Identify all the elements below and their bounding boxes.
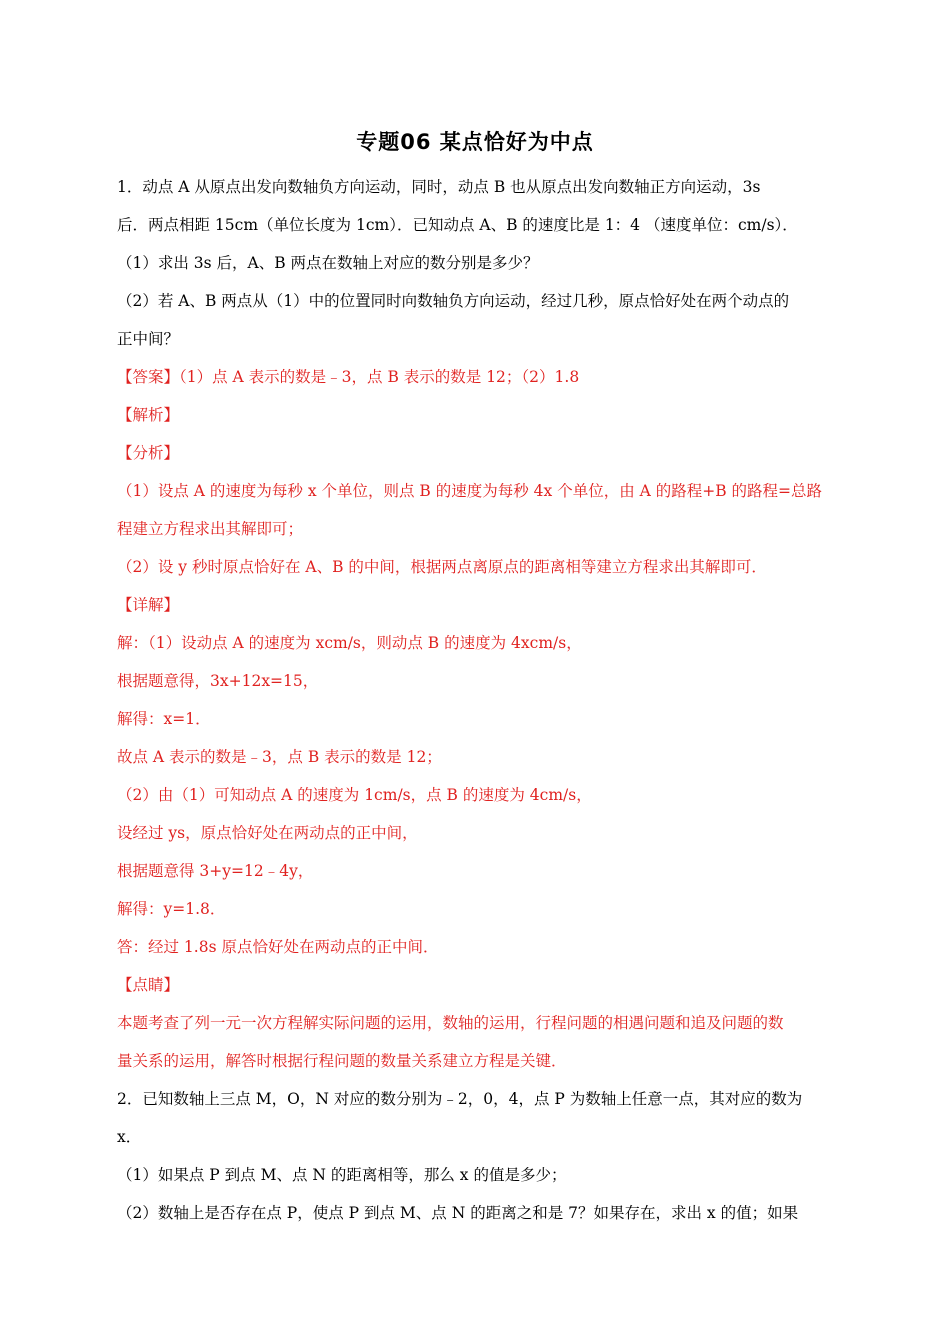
q1-part1: （1）求出 3s 后，A、B 两点在数轴上对应的数分别是多少？ <box>117 254 539 272</box>
q1-stem-line-2: 后．两点相距 15cm（单位长度为 1cm）．已知动点 A、B 的速度比是 1：4 （速度单位：cm/s）． <box>117 216 798 234</box>
detail-line-2: 根据题意得，3x+12x=15， <box>117 672 319 690</box>
detail-heading: 【详解】 <box>117 596 180 614</box>
fenxi-heading: 【分析】 <box>117 444 180 462</box>
comment-line-1: 本题考查了列一元一次方程解实际问题的运用，数轴的运用，行程问题的相遇问题和追及问题的数 <box>117 1014 784 1032</box>
q2-stem-line-2: x． <box>117 1128 142 1146</box>
fenxi-line-1: （1）设点 A 的速度为每秒 x 个单位，则点 B 的速度为每秒 4x 个单位，由 A 的路程+B 的路程=总路 <box>117 482 823 500</box>
comment-line-2: 量关系的运用，解答时根据行程问题的数量关系建立方程是关键． <box>117 1052 567 1070</box>
detail-line-1: 解：（1）设动点 A 的速度为 xcm/s，则动点 B 的速度为 4xcm/s， <box>117 634 582 652</box>
q1-part2-line-1: （2）若 A、B 两点从（1）中的位置同时向数轴负方向运动，经过几秒，原点恰好处在两个动点的 <box>117 292 790 310</box>
analysis-heading: 【解析】 <box>117 406 180 424</box>
q2-stem-line-1: 2．已知数轴上三点 M，O，N 对应的数分别为﹣2，0，4，点 P 为数轴上任意一点，其对应的数为 <box>117 1090 803 1108</box>
q1-stem-line-1: 1．动点 A 从原点出发向数轴负方向运动，同时，动点 B 也从原点出发向数轴正方向运动，3s <box>117 178 761 196</box>
q2-part2: （2）数轴上是否存在点 P，使点 P 到点 M、点 N 的距离之和是 7？如果存在，求出 x 的值；如果 <box>117 1204 799 1222</box>
q2-part1: （1）如果点 P 到点 M、点 N 的距离相等，那么 x 的值是多少； <box>117 1166 567 1184</box>
detail-line-7: 根据题意得 3+y=12﹣4y， <box>117 862 314 880</box>
detail-line-3: 解得：x=1． <box>117 710 211 728</box>
fenxi-line-3: （2）设 y 秒时原点恰好在 A、B 的中间，根据两点离原点的距离相等建立方程求出其解即可． <box>117 558 767 576</box>
page-title: 专题06 某点恰好为中点 <box>356 130 594 154</box>
answer-line: 【答案】（1）点 A 表示的数是﹣3，点 B 表示的数是 12；（2）1.8 <box>117 368 580 386</box>
detail-line-4: 故点 A 表示的数是﹣3，点 B 表示的数是 12； <box>117 748 442 766</box>
detail-line-9: 答：经过 1.8s 原点恰好处在两动点的正中间． <box>117 938 439 956</box>
detail-line-5: （2）由（1）可知动点 A 的速度为 1cm/s，点 B 的速度为 4cm/s， <box>117 786 592 804</box>
detail-line-6: 设经过 ys，原点恰好处在两动点的正中间， <box>117 824 418 842</box>
comment-heading: 【点睛】 <box>117 976 180 994</box>
detail-line-8: 解得：y=1.8． <box>117 900 226 918</box>
q1-part2-line-2: 正中间？ <box>117 330 180 348</box>
fenxi-line-2: 程建立方程求出其解即可； <box>117 520 304 538</box>
